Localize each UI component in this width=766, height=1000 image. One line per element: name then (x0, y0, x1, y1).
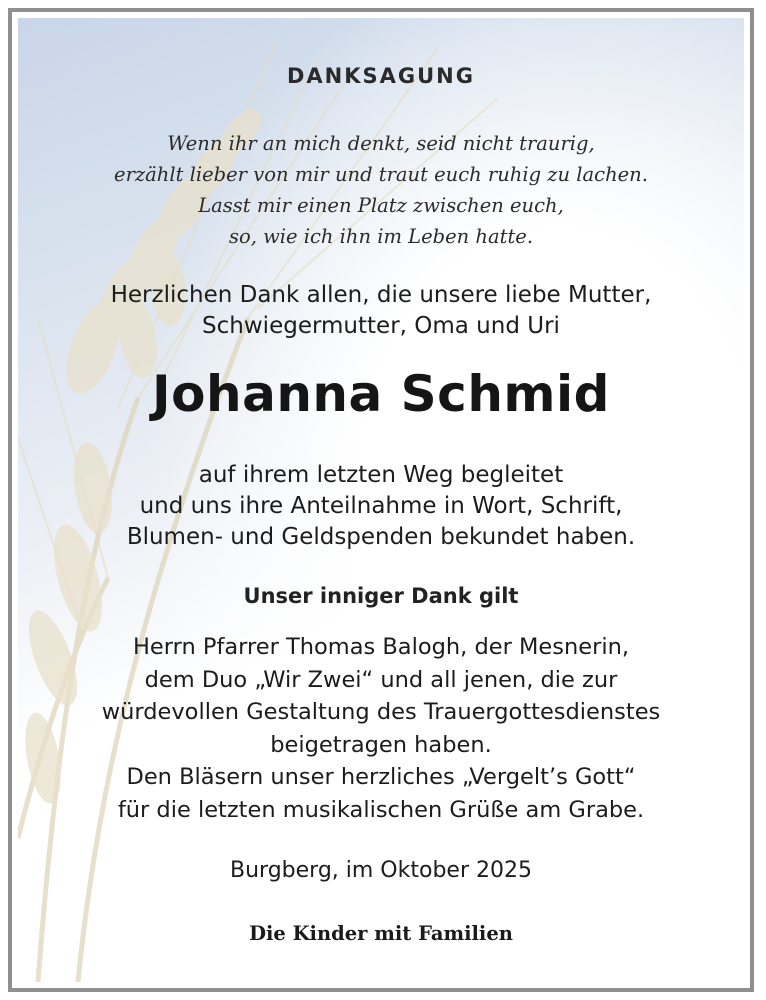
poem-line: Wenn ihr an mich denkt, seid nicht traurig, (167, 132, 595, 155)
details-line: Den Bläsern unser herzliches „Vergelt’s Gott“ (126, 764, 636, 790)
poem-line: Lasst mir einen Platz zwischen euch, (198, 194, 564, 217)
details-line: würdevollen Gestaltung des Trauergottesdienstes (101, 699, 661, 725)
thanks-text (18, 460, 744, 553)
details-text (18, 631, 744, 826)
details-line: für die letzten musikalischen Grüße am Grabe. (117, 796, 645, 823)
thanks-line: und uns ihre Anteilnahme in Wort, Schrift, (139, 493, 623, 519)
details-line: Herrn Pfarrer Thomas Balogh, der Mesnerin, (133, 634, 629, 660)
deceased-name: Johanna Schmid (152, 365, 610, 423)
notice-frame (8, 8, 754, 992)
notice-background (18, 18, 744, 982)
place-date: Burgberg, im Oktober 2025 (230, 858, 532, 883)
subheading: Unser inniger Dank gilt (243, 584, 519, 608)
intro-line: Herzlichen Dank allen, die unsere liebe Mutter, (110, 282, 652, 308)
intro-text (18, 280, 744, 342)
signature: Die Kinder mit Familien (249, 922, 513, 945)
notice-content (18, 18, 744, 982)
details-line: dem Duo „Wir Zwei“ und all jenen, die zur (144, 666, 618, 693)
notice-heading: DANKSAGUNG (286, 64, 475, 88)
poem-line: erzählt lieber von mir und traut euch ruhig zu lachen. (114, 163, 648, 186)
poem (18, 128, 744, 252)
details-line: beigetragen haben. (270, 731, 492, 758)
intro-line: Schwiegermutter, Oma und Uri (202, 313, 560, 339)
thanks-line: auf ihrem letzten Weg begleitet (198, 462, 564, 488)
poem-line: so, wie ich ihn im Leben hatte. (228, 225, 534, 248)
thanks-line: Blumen- und Geldspenden bekundet haben. (126, 524, 636, 550)
